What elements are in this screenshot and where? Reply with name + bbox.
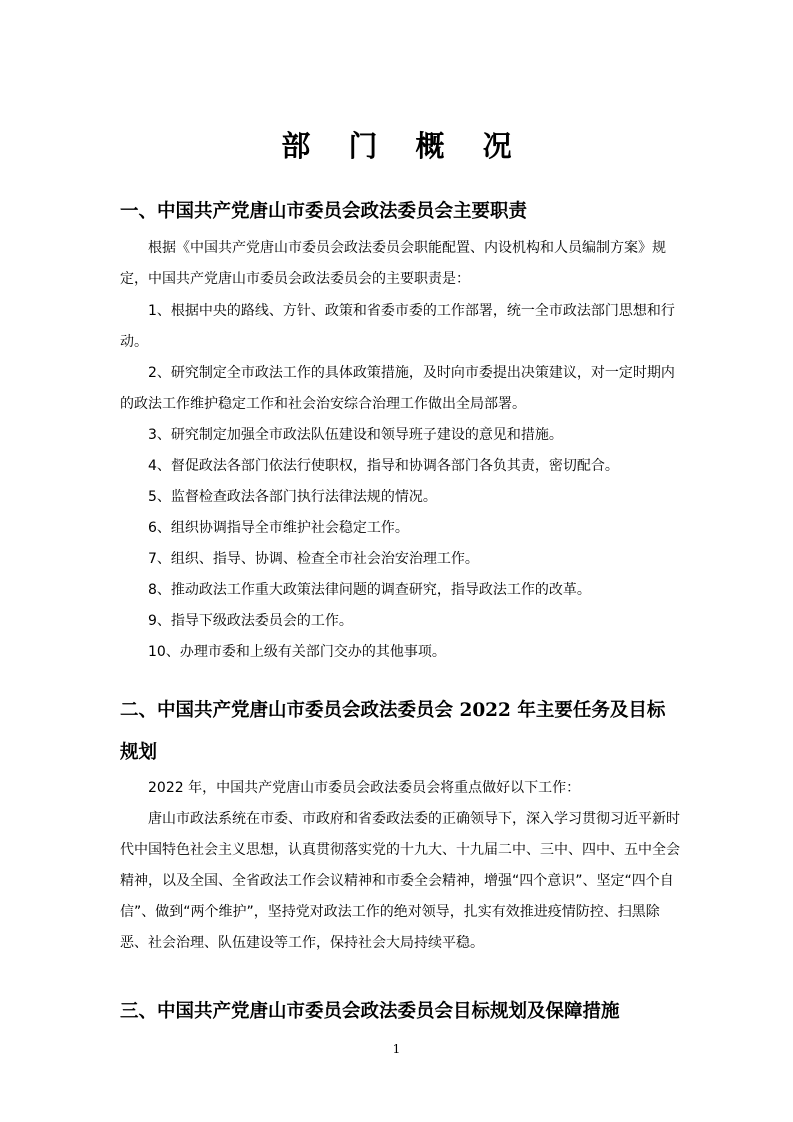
duty-item-1: 1、根据中央的路线、方针、政策和省委市委的工作部署，统一全市政法部门思想和行动。: [120, 303, 675, 350]
duty-item-9: 9、指导下级政法委员会的工作。: [148, 613, 353, 629]
section3-heading: 三、中国共产党唐山市委员会政法委员会目标规划及保障措施: [120, 1001, 620, 1022]
duty-item-7: 7、组织、指导、协调、检查全市社会治安治理工作。: [148, 551, 479, 567]
duty-item-8: 8、推动政法工作重大政策法律问题的调查研究，指导政法工作的改革。: [148, 582, 591, 598]
page-title: 部 门 概 况: [281, 129, 526, 163]
section1-intro: 根据《中国共产党唐山市委员会政法委员会职能配置、内设机构和人员编制方案》规定，中国共产党唐山市委员会政法委员会的主要职责是：: [120, 240, 666, 287]
section1-heading: 一、中国共产党唐山市委员会政法委员会主要职责: [120, 201, 528, 222]
duty-item-10: 10、办理市委和上级有关部门交办的其他事项。: [148, 644, 446, 660]
section2-para1: 2022 年，中国共产党唐山市委员会政法委员会将重点做好以下工作：: [148, 780, 581, 796]
duty-item-5: 5、监督检查政法各部门执行法律法规的情况。: [148, 489, 437, 505]
duty-item-6: 6、组织协调指导全市维护社会稳定工作。: [148, 520, 409, 536]
duty-item-3: 3、研究制定加强全市政法队伍建设和领导班子建设的意见和措施。: [148, 427, 563, 443]
duty-item-2: 2、研究制定全市政法工作的具体政策措施，及时向市委提出决策建议，对一定时期内的政法工作维护稳定工作和社会治安综合治理工作做出全局部署。: [120, 365, 675, 412]
section2-para2: 唐山市政法系统在市委、市政府和省委政法委的正确领导下，深入学习贯彻习近平新时代中国特色社会主义思想，认真贯彻落实党的十九大、十九届二中、三中、四中、五中全会精神，以及全国、全省政法工作会议精神和市委全会精神，增强“四个意识”、坚定“四个自信”、做到“两个维护”，坚持党对政法工作的绝对领导，扎实有效推进疫情防控、扫黑除恶、社会治理、队伍建设等工作，保持社会大局持续平稳。: [120, 811, 680, 951]
duty-item-4: 4、督促政法各部门依法行使职权，指导和协调各部门各负其责，密切配合。: [148, 458, 619, 474]
page-number: 1: [392, 1042, 401, 1056]
section2-heading: 二、中国共产党唐山市委员会政法委员会 2022 年主要任务及目标规划: [120, 700, 666, 763]
